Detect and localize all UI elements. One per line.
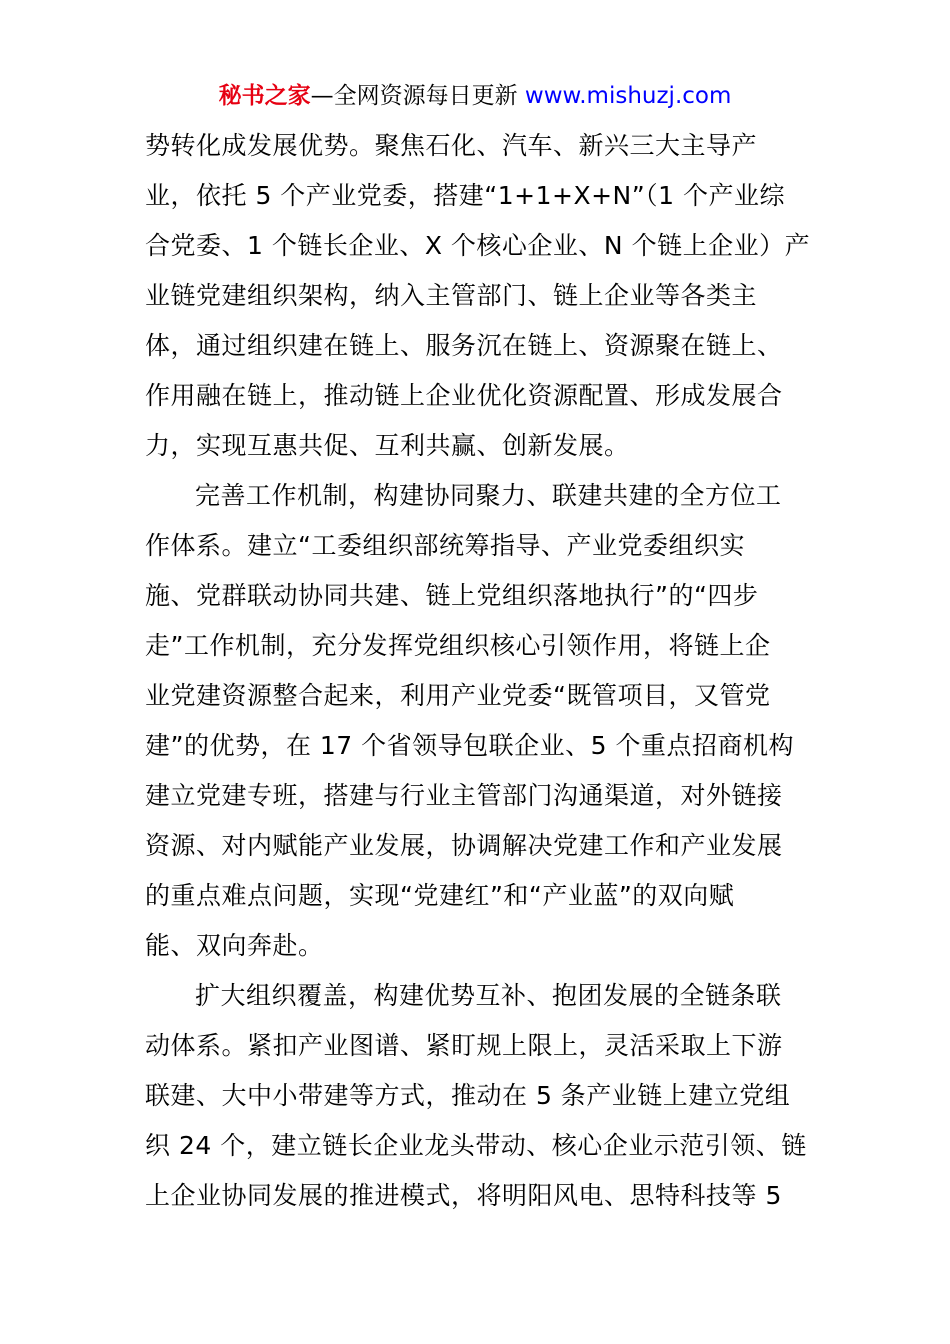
text-line: 走”工作机制，充分发挥党组织核心引领作用，将链上企 [145, 631, 771, 660]
text-line: 业链党建组织架构，纳入主管部门、链上企业等各类主 [145, 281, 758, 310]
paragraph-start-line: 扩大组织覆盖，构建优势互补、抱团发展的全链条联 [195, 981, 782, 1010]
header-tagline: —全网资源每日更新 [310, 83, 525, 109]
text-line: 作体系。建立“工委组织部统筹指导、产业党委组织实 [145, 531, 745, 560]
text-line: 业党建资源整合起来，利用产业党委“既管项目，又管党 [145, 681, 771, 710]
text-line: 建立党建专班，搭建与行业主管部门沟通渠道，对外链接 [145, 781, 783, 810]
text-line: 建”的优势，在 17 个省领导包联企业、5 个重点招商机构 [145, 731, 795, 760]
paragraph-start-line: 完善工作机制，构建协同聚力、联建共建的全方位工 [195, 481, 782, 510]
text-line: 合党委、1 个链长企业、X 个核心企业、N 个链上企业）产 [145, 231, 811, 260]
site-header [0, 80, 950, 112]
text-line: 力，实现互惠共促、互利共赢、创新发展。 [145, 431, 630, 460]
text-line: 作用融在链上，推动链上企业优化资源配置、形成发展合 [145, 381, 783, 410]
text-line: 施、党群联动协同共建、链上党组织落地执行”的“四步 [145, 581, 759, 610]
text-line: 势转化成发展优势。聚焦石化、汽车、新兴三大主导产 [145, 131, 758, 160]
text-line: 能、双向奔赴。 [145, 931, 324, 960]
text-line: 资源、对内赋能产业发展，协调解决党建工作和产业发展 [145, 831, 783, 860]
text-line: 的重点难点问题，实现“党建红”和“产业蓝”的双向赋 [145, 881, 735, 910]
site-url-link[interactable]: www.mishuzj.com [524, 83, 732, 109]
text-line: 联建、大中小带建等方式，推动在 5 条产业链上建立党组 [145, 1081, 791, 1110]
text-line: 动体系。紧扣产业图谱、紧盯规上限上，灵活采取上下游 [145, 1031, 783, 1060]
text-line: 上企业协同发展的推进模式，将明阳风电、思特科技等 5 [145, 1181, 782, 1210]
text-line: 体，通过组织建在链上、服务沉在链上、资源聚在链上、 [145, 331, 783, 360]
brand-name: 秘书之家 [218, 83, 311, 109]
text-line: 织 24 个，建立链长企业龙头带动、核心企业示范引领、链 [145, 1131, 807, 1160]
text-line: 业，依托 5 个产业党委，搭建“1+1+X+N”（1 个产业综 [145, 181, 786, 210]
document-body [145, 121, 815, 1221]
